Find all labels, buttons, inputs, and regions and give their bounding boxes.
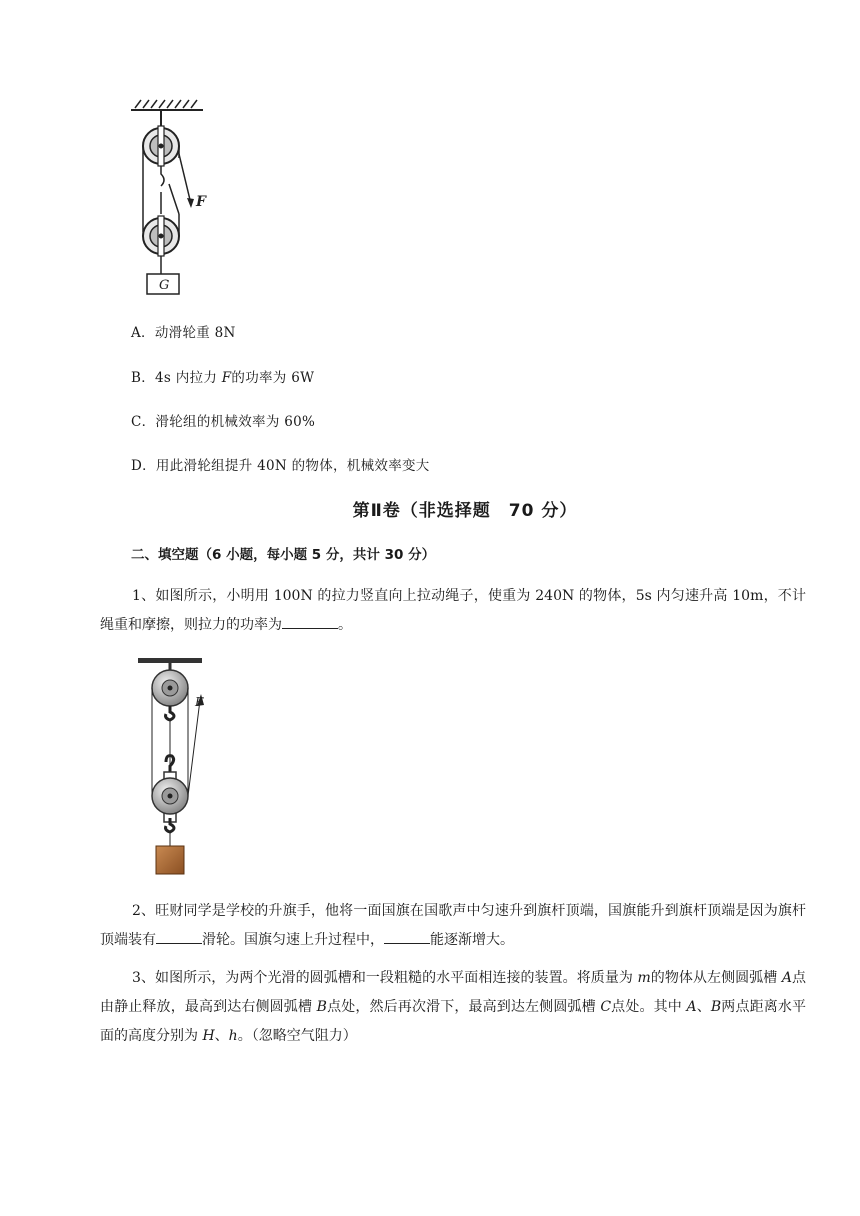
pulley-figure-2 [132,656,222,876]
variable-a: A [781,970,792,986]
question-3-text: 点由静止释放，最高到达右侧圆弧槽 [100,970,807,1015]
variable-c: C [600,999,612,1015]
question-3-text: 点处，然后再次滑下，最高到达左侧圆弧槽 [326,999,601,1015]
pulley-figure-1 [125,96,215,298]
question-3-text: 3、如图所示，为两个光滑的圆弧槽和一段粗糙的水平面相连接的装置。将质量为 [132,970,638,986]
question-3-text: 点处。其中 [611,999,687,1015]
variable-a: A [686,999,697,1015]
section-title: 第Ⅱ卷（非选择题 70 分） [352,501,578,521]
question-3-text: 。（忽略空气阻力） [237,1028,357,1044]
subsection-heading: 二、填空题（6 小题，每小题 5 分，共计 30 分） [131,547,436,563]
answer-blank[interactable] [282,614,338,629]
question-3-text: 、 [214,1028,229,1044]
variable-h-upper: H [202,1028,215,1044]
answer-blank[interactable] [384,929,430,944]
option-b-prefix: B．4s 内拉力 [131,370,222,386]
variable-b: B [710,999,722,1015]
option-b-variable: F [221,370,232,386]
option-b-suffix: 的功率为 6W [231,370,315,386]
question-2-part1: 2、旺财同学是学校的升旗手，他将一面国旗在国歌声中匀速升到旗杆顶端，国旗能升到旗杆顶端是因为旗杆顶端装有 [100,903,806,948]
question-2 [100,897,806,955]
weight-label: G [159,278,170,293]
option-a: A．动滑轮重 8N [131,325,236,341]
question-3 [100,964,806,1051]
question-3-text: 、 [696,999,711,1015]
question-2-part3: 能逐渐增大。 [430,932,514,948]
option-b [131,366,314,386]
question-3-text: 两点距离水平面的高度分别为 [100,999,807,1044]
option-d: D．用此滑轮组提升 40N 的物体，机械效率变大 [131,458,430,474]
force-label: F [196,194,206,210]
force-label-2: F [195,695,204,709]
question-3-text: 的物体从左侧圆弧槽 [650,970,782,986]
variable-b: B [316,999,327,1015]
question-1-end: 。 [338,617,352,633]
variable-m: m [637,970,651,986]
answer-blank[interactable] [156,929,202,944]
question-1 [100,582,806,640]
variable-h-lower: h [228,1028,238,1044]
question-1-text: 1、如图所示，小明用 100N 的拉力竖直向上拉动绳子，使重为 240N 的物体，5s 内匀速升高 10m，不计绳重和摩擦，则拉力的功率为 [100,588,806,633]
question-2-part2: 滑轮。国旗匀速上升过程中， [202,932,384,948]
option-c: C．滑轮组的机械效率为 60% [131,414,316,430]
